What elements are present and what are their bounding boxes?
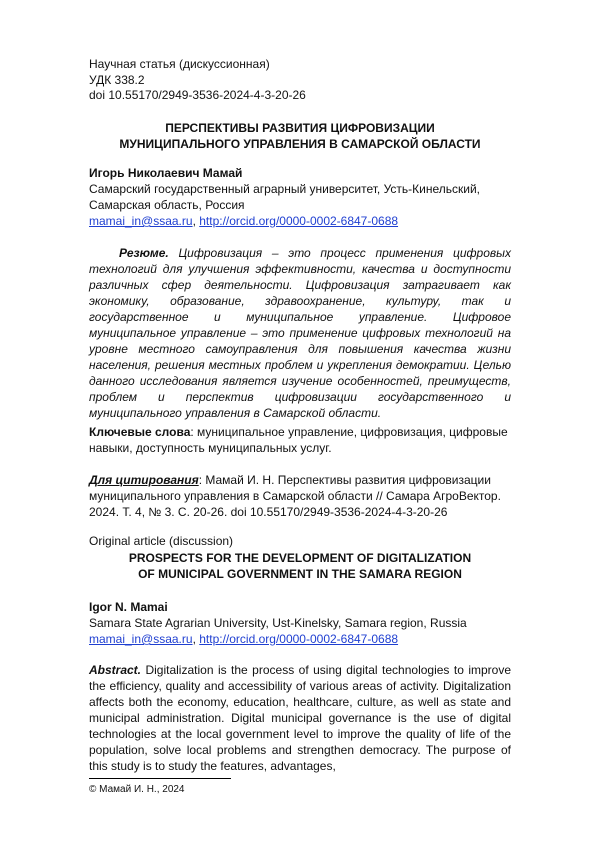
ru-title-line-1: ПЕРСПЕКТИВЫ РАЗВИТИЯ ЦИФРОВИЗАЦИИ [165,121,435,135]
udc-code: УДК 338.2 [89,72,145,87]
ru-keywords [89,424,511,456]
en-abstract-label: Abstract. [89,663,142,677]
en-email-link[interactable]: mamai_in@ssaa.ru [89,632,193,646]
en-author-name: Igor N. Mamai [89,600,168,614]
ru-abstract-label: Резюме. [119,246,169,260]
ru-abstract-text: Цифровизация – это процесс применения цифровых технологий для улучшения эффективности, качества и доступности различных сфер деятельности. Цифровизация затрагивает как экономику, образование, здравоохранение, культуру, так и государственное и муниципальное управление. Цифровое муниципальное управление – это применение цифровых технологий на уровне местного самоуправления для повышения качества жизни населения, решения местных проблем и укрепления демократии. Целью данного исследования является изучение особенностей, преимуществ, проблем и перспектив цифровизации государственного и муниципального управления в Самарской области. [89,246,511,420]
copyright-footnote: © Мамай И. Н., 2024 [89,784,185,795]
en-title-line-1: PROSPECTS FOR THE DEVELOPMENT OF DIGITALIZATION [128,551,472,565]
footnote-divider [89,778,231,779]
ru-author-name: Игорь Николаевич Мамай [89,166,243,180]
ru-citation-label: Для цитирования [89,473,199,487]
ru-citation [89,472,511,520]
ru-affiliation: Самарский государственный аграрный университет, Усть-Кинельский, Самарская область, Россия [89,182,480,212]
article-header [89,57,511,104]
ru-title [89,120,511,152]
ru-keywords-text: : муниципальное управление, цифровизация, цифровые навыки, доступность муниципальных услуг. [89,425,508,455]
ru-contacts [89,213,511,229]
ru-keywords-label: Ключевые слова [89,425,191,439]
ru-email-link[interactable]: mamai_in@ssaa.ru [89,214,193,228]
en-article-type: Original article (discussion) [89,534,234,548]
ru-orcid-link[interactable]: http://orcid.org/0000-0002-6847-0688 [199,214,399,228]
en-title [89,550,511,582]
en-orcid-link[interactable]: http://orcid.org/0000-0002-6847-0688 [199,632,399,646]
en-author-block [89,599,511,647]
en-abstract-text: Digitalization is the process of using digital technologies to improve the efficiency, quality and accessibility of various areas of activity. Digitalization affects both the economy, education, healthcare, culture, as well as state and municipal administration. Digital municipal governance is the use of digital technologies at the local government level to improve the quality of life of the population, solve local problems and strengthen democracy. The purpose of this study is to study the features, advantages, [89,663,511,773]
ru-author-block [89,165,511,229]
en-affiliation: Samara State Agrarian University, Ust-Kinelsky, Samara region, Russia [89,616,467,630]
en-contact-separator: , [192,632,200,646]
article-type: Научная статья (дискуссионная) [89,57,270,71]
doi: doi 10.55170/2949-3536-2024-4-3-20-26 [89,88,306,103]
ru-citation-text: : Мамай И. Н. Перспективы развития цифровизации муниципального управления в Самарской области // Самара АгроВектор. 2024. Т. 4, № 3. С. 20-26. doi 10.55170/2949-3536-2024-4-3-20-26 [89,473,501,519]
en-title-line-2: OF MUNICIPAL GOVERNMENT IN THE SAMARA REGION [138,567,462,581]
ru-abstract [89,245,511,421]
en-article-type-block [89,534,511,550]
en-contacts [89,631,511,647]
ru-title-line-2: МУНИЦИПАЛЬНОГО УПРАВЛЕНИЯ В САМАРСКОЙ ОБЛАСТИ [119,137,481,151]
en-abstract [89,662,511,774]
ru-contact-separator: , [192,214,200,228]
